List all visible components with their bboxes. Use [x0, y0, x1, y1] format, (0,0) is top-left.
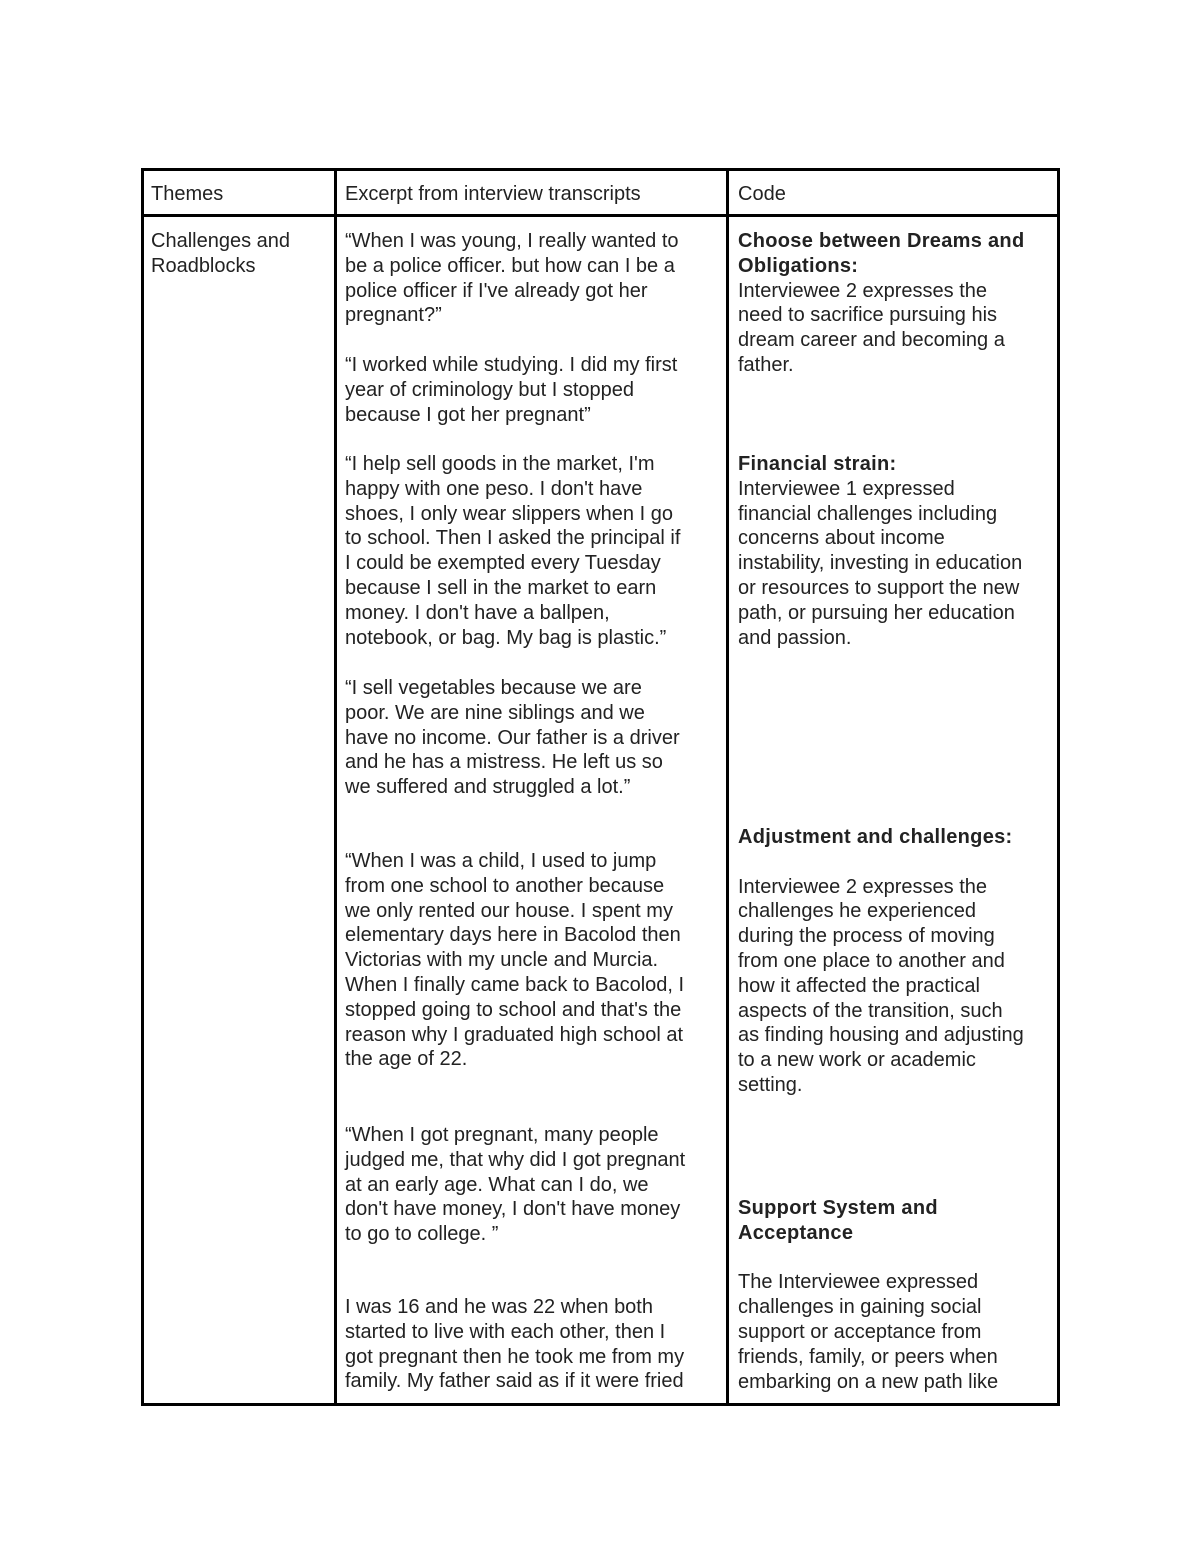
excerpt-line: be a police officer. but how can I be a: [345, 254, 675, 277]
excerpt-line: from one school to another because: [345, 874, 665, 897]
code-spacer: [738, 1246, 1053, 1271]
excerpt-line: and he has a mistress. He left us so: [345, 751, 663, 774]
excerpt-line: have no income. Our father is a driver: [345, 726, 680, 749]
theme-cell: [151, 229, 331, 279]
excerpt-line: started to live with each other, then I: [345, 1320, 666, 1343]
code-line: instability, investing in education: [738, 552, 1023, 575]
excerpt-line: money. I don't have a ballpen,: [345, 601, 610, 624]
code-4: [738, 1196, 1053, 1394]
excerpt-7: [345, 1295, 720, 1394]
header-divider: [141, 214, 1060, 217]
excerpt-line: stopped going to school and that's the: [345, 998, 682, 1021]
excerpt-line: “When I got pregnant, many people: [345, 1124, 659, 1146]
theme-line: Challenges and: [151, 230, 290, 252]
code-3: [738, 825, 1053, 1098]
excerpt-line: we suffered and struggled a lot.”: [345, 776, 631, 799]
code-line: setting.: [738, 1073, 803, 1096]
code-line: from one place to another and: [738, 949, 1005, 972]
code-line: embarking on a new path like: [738, 1370, 999, 1393]
code-line: Interviewee 1 expressed: [738, 477, 955, 500]
excerpt-line: to school. Then I asked the principal if: [345, 527, 681, 550]
excerpt-line: shoes, I only wear slippers when I go: [345, 502, 673, 525]
code-line: concerns about income: [738, 527, 945, 550]
code-title: Adjustment and challenges:: [738, 826, 1013, 848]
code-line: The Interviewee expressed: [738, 1271, 979, 1294]
header-excerpt: Excerpt from interview transcripts: [345, 183, 641, 205]
code-line: friends, family, or peers when: [738, 1345, 998, 1368]
excerpt-line: got pregnant then he took me from my: [345, 1345, 685, 1368]
code-line: dream career and becoming a: [738, 329, 1005, 352]
excerpt-line: pregnant?”: [345, 304, 442, 327]
code-2: [738, 452, 1053, 650]
column-divider: [334, 168, 337, 1406]
excerpt-2: [345, 353, 720, 427]
excerpt-1: [345, 229, 720, 328]
code-1: [738, 229, 1053, 378]
code-line: during the process of moving: [738, 925, 995, 948]
code-line: or resources to support the new: [738, 576, 1020, 599]
excerpt-line: happy with one peso. I don't have: [345, 477, 643, 500]
code-line: challenges in gaining social: [738, 1296, 982, 1319]
excerpt-line: Victorias with my uncle and Murcia.: [345, 949, 659, 972]
code-line: Interviewee 2 expresses the: [738, 279, 988, 302]
excerpt-6: [345, 1123, 720, 1247]
excerpt-line: because I got her pregnant”: [345, 403, 591, 426]
excerpt-line: judged me, that why did I got pregnant: [345, 1148, 686, 1171]
code-line: need to sacrifice pursuing his: [738, 304, 998, 327]
excerpt-3: [345, 452, 720, 650]
excerpt-line: poor. We are nine siblings and we: [345, 701, 645, 724]
code-title: Financial strain:: [738, 453, 897, 475]
code-title: Choose between Dreams and: [738, 230, 1025, 252]
excerpt-line: notebook, or bag. My bag is plastic.”: [345, 626, 667, 649]
code-line: aspects of the transition, such: [738, 999, 1003, 1022]
excerpt-line: family. My father said as if it were fried: [345, 1370, 684, 1393]
excerpt-line: the age of 22.: [345, 1048, 468, 1071]
excerpt-4: [345, 676, 720, 800]
code-line: how it affected the practical: [738, 974, 980, 997]
code-line: path, or pursuing her education: [738, 601, 1015, 624]
code-line: financial challenges including: [738, 502, 998, 525]
excerpt-line: at an early age. What can I do, we: [345, 1173, 649, 1196]
excerpt-line: because I sell in the market to earn: [345, 576, 657, 599]
code-line: to a new work or academic: [738, 1049, 976, 1072]
code-line: and passion.: [738, 626, 852, 649]
code-title: Support System and: [738, 1197, 938, 1219]
excerpt-line: police officer if I've already got her: [345, 279, 648, 302]
code-title: Acceptance: [738, 1221, 854, 1244]
code-line: challenges he experienced: [738, 900, 976, 923]
excerpt-line: “When I was young, I really wanted to: [345, 230, 679, 252]
excerpt-line: to go to college. ”: [345, 1223, 499, 1246]
excerpt-5: [345, 849, 720, 1072]
excerpt-line: we only rented our house. I spent my: [345, 899, 673, 922]
excerpt-line: “I sell vegetables because we are: [345, 677, 642, 699]
theme-line: Roadblocks: [151, 254, 256, 277]
excerpt-line: “I worked while studying. I did my first: [345, 354, 678, 376]
excerpt-line: reason why I graduated high school at: [345, 1023, 683, 1046]
code-line: support or acceptance from: [738, 1320, 982, 1343]
code-line: Interviewee 2 expresses the: [738, 875, 988, 898]
code-line: father.: [738, 353, 794, 376]
header-themes: Themes: [151, 183, 224, 205]
excerpt-line: “When I was a child, I used to jump: [345, 850, 657, 872]
excerpt-line: year of criminology but I stopped: [345, 378, 635, 401]
code-line: as finding housing and adjusting: [738, 1024, 1024, 1047]
excerpt-line: elementary days here in Bacolod then: [345, 924, 681, 947]
excerpt-line: I could be exempted every Tuesday: [345, 552, 661, 575]
column-divider: [726, 168, 729, 1406]
excerpt-line: I was 16 and he was 22 when both: [345, 1296, 653, 1318]
excerpt-line: “I help sell goods in the market, I'm: [345, 453, 655, 475]
header-code: Code: [738, 183, 786, 205]
code-spacer: [738, 850, 1053, 875]
excerpt-line: When I finally came back to Bacolod, I: [345, 973, 685, 996]
code-title: Obligations:: [738, 254, 859, 277]
excerpt-line: don't have money, I don't have money: [345, 1198, 681, 1221]
